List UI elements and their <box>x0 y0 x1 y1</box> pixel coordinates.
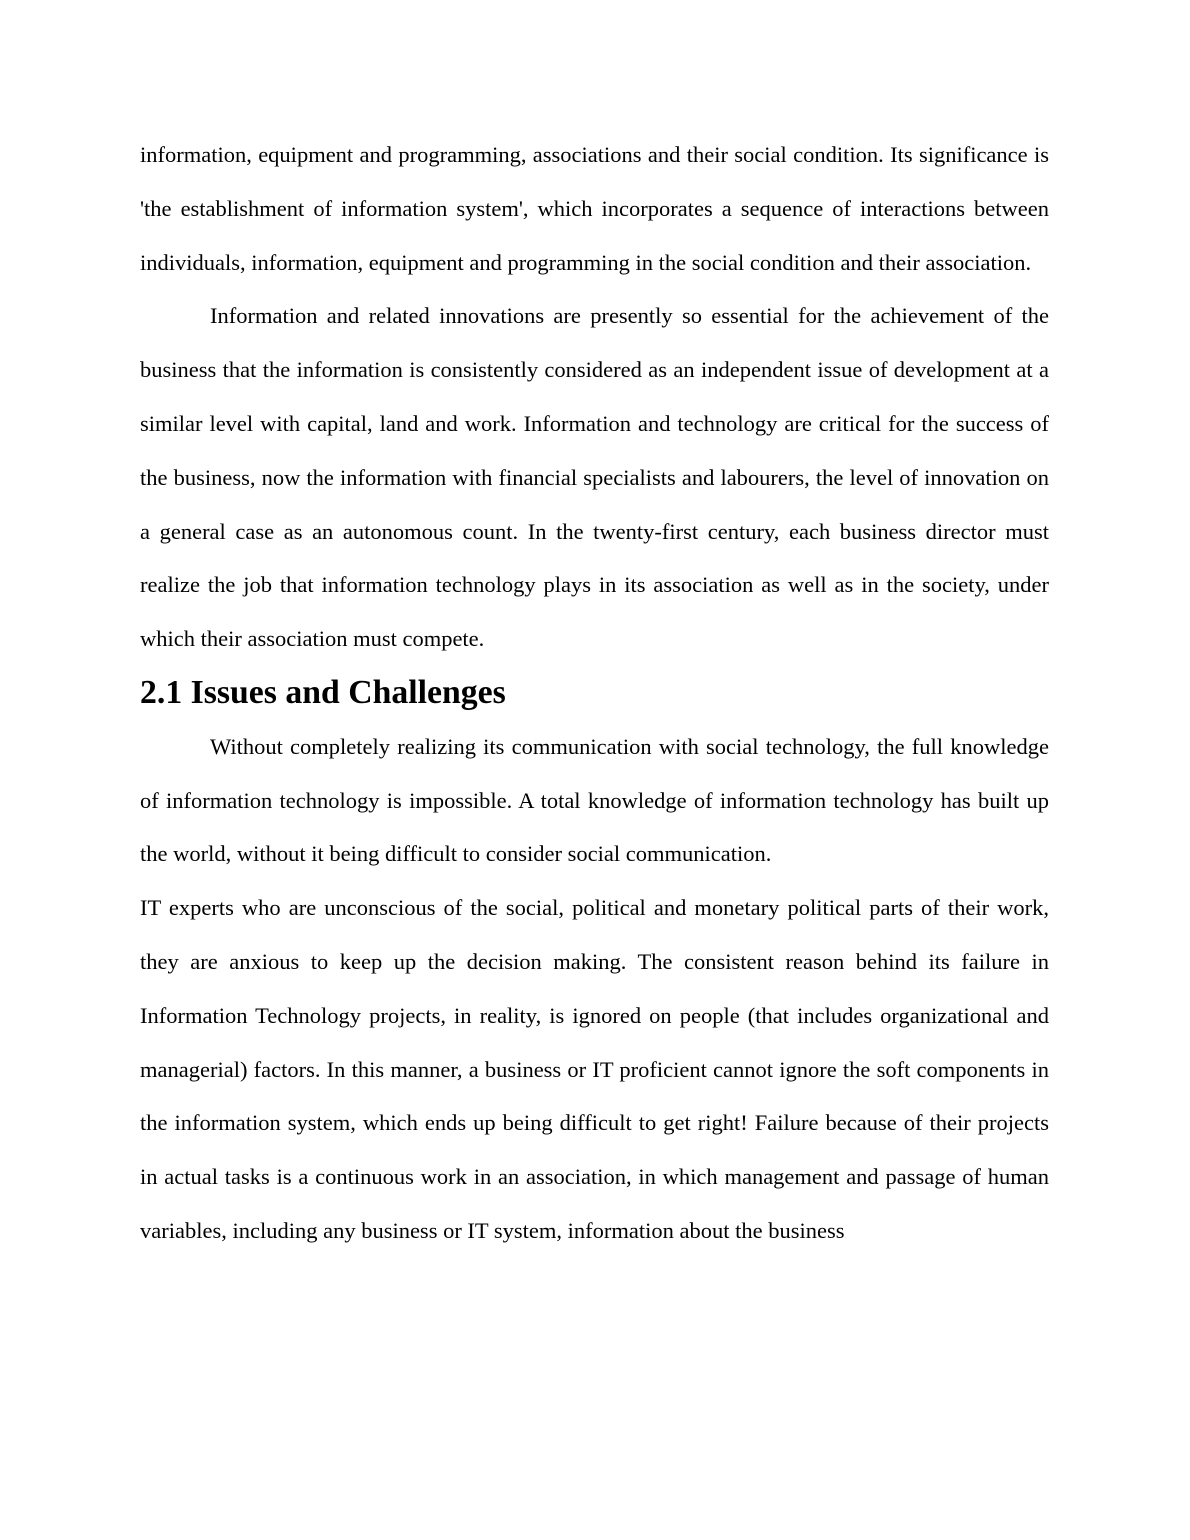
document-page <box>140 128 1049 1258</box>
paragraph-it-experts: IT experts who are unconscious of the social, political and monetary political parts of their work, they are anxious to keep up the decision making. The consistent reason behind its failure in Information Technology projects, in reality, is ignored on people (that includes organizational and managerial) factors. In this manner, a business or IT proficient cannot ignore the soft components in the information system, which ends up being difficult to get right! Failure because of their projects in actual tasks is a continuous work in an association, in which management and passage of human variables, including any business or IT system, information about the business <box>140 895 1049 1243</box>
section-heading: 2.1 Issues and Challenges <box>140 673 506 711</box>
paragraph-information-innovations: Information and related innovations are presently so essential for the achievement of the business that the information is consistently considered as an independent issue of development at a similar level with capital, land and work. Information and technology are critical for the success of the business, now the information with financial specialists and labourers, the level of innovation on a general case as an autonomous count. In the twenty-first century, each business director must realize the job that information technology plays in its association as well as in the society, under which their association must compete. <box>140 303 1049 652</box>
paragraph-social-technology: Without completely realizing its communication with social technology, the full knowledge of information technology is impossible. A total knowledge of information technology has built up the world, without it being difficult to consider social communication. <box>140 733 1049 867</box>
paragraph-continuation: information, equipment and programming, associations and their social condition. Its significance is 'the establishment of information system', which incorporates a sequence of interactions between individuals, information, equipment and programming in the social condition and their association. <box>140 142 1049 275</box>
